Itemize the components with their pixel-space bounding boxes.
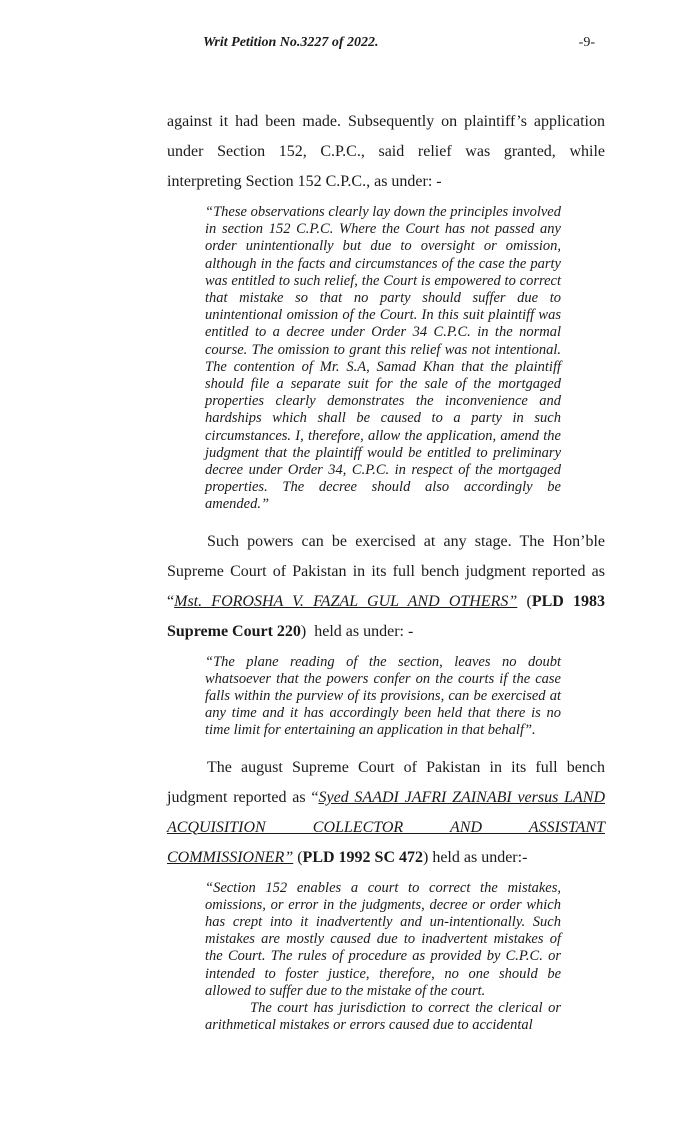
text-segment: “These observations clearly lay down the principles involved in section 152 C.P.C. Where the Court has not passed any order unintentionally but due to oversight or omission, although in the facts and circumstances of the case the party was entitled to such relief, the Court is empowered to correct that mistake so that no party should suffer due to unintentional omission of the Court. In this suit plaintiff was entitled to a decree under Order 34 C.P.C. in the normal course. The omission to grant this relief was not intentional. The contention of Mr. S.A, Samad Khan that the plaintiff should file a separate suit for the sale of the mortgaged properties clearly demonstrates the inconvenience and hardships which shall be caused to a party in such circumstances. I, therefore, allow the application, amend the judgment that the plaintiff would be entitled to preliminary decree under Order 34, C.P.C. in respect of the mortgaged properties. The decree should also accordingly be amended.” [205, 204, 561, 513]
text-segment: ) held as under:- [423, 848, 528, 866]
block-quotation [205, 654, 561, 740]
page-header [0, 0, 683, 53]
text-segment: against it had been made. Subsequently on plaintiff’s application under Section 152, C.P.C., said relief was granted, while interpreting Section 152 C.P.C., as under: - [167, 113, 605, 190]
text-segment: “Section 152 enables a court to correct the mistakes, omissions, or error in the judgments, decree or order which has crept into it inadvertently and un-intentionally. Such mistakes are mostly caused due to inadvertent mistakes of the Court. The rules of procedure as provided by C.P.C. or intended to foster justice, therefore, no one should be allowed to suffer due to the mistake of the court. [205, 879, 561, 999]
law-report-reference: PLD 1992 SC 472 [302, 848, 423, 866]
body-paragraph [167, 753, 605, 873]
text-segment: ( [517, 592, 532, 610]
case-citation: Mst. FOROSHA V. FAZAL GUL AND OTHERS” [174, 592, 518, 610]
block-quotation [205, 204, 561, 514]
text-segment: “The plane reading of the section, leaves no doubt whatsoever that the powers confer on the courts if the case falls within the purview of its provisions, can be exercised at any time and it has accordingly been held that there is no time limit for entertaining an application in that behalf”. [205, 653, 561, 739]
text-segment: ) held as under: - [300, 622, 414, 640]
text-segment: The august Supreme Court of Pakistan in its full bench judgment reported as “ [167, 758, 605, 806]
law-report-reference: PLD 1983 Supreme Court 220 [167, 592, 605, 640]
page-number: -9- [578, 35, 595, 50]
text-segment: ( [293, 848, 303, 866]
case-title: Writ Petition No.3227 of 2022. [203, 35, 379, 50]
text-segment: The court has jurisdiction to correct the clerical or arithmetical mistakes or errors caused due to accidental [205, 1000, 561, 1034]
text-segment: Such powers can be exercised at any stage. The Hon’ble Supreme Court of Pakistan in its full bench judgment reported as “ [167, 532, 605, 610]
block-quotation [205, 880, 561, 1000]
document-body [167, 107, 605, 1035]
body-paragraph [167, 107, 605, 197]
case-citation: Syed SAADI JAFRI ZAINABI versus LAND ACQUISITION COLLECTOR AND ASSISTANT COMMISSIONER” [167, 788, 605, 866]
body-paragraph [167, 527, 605, 647]
block-quotation [205, 1000, 561, 1034]
